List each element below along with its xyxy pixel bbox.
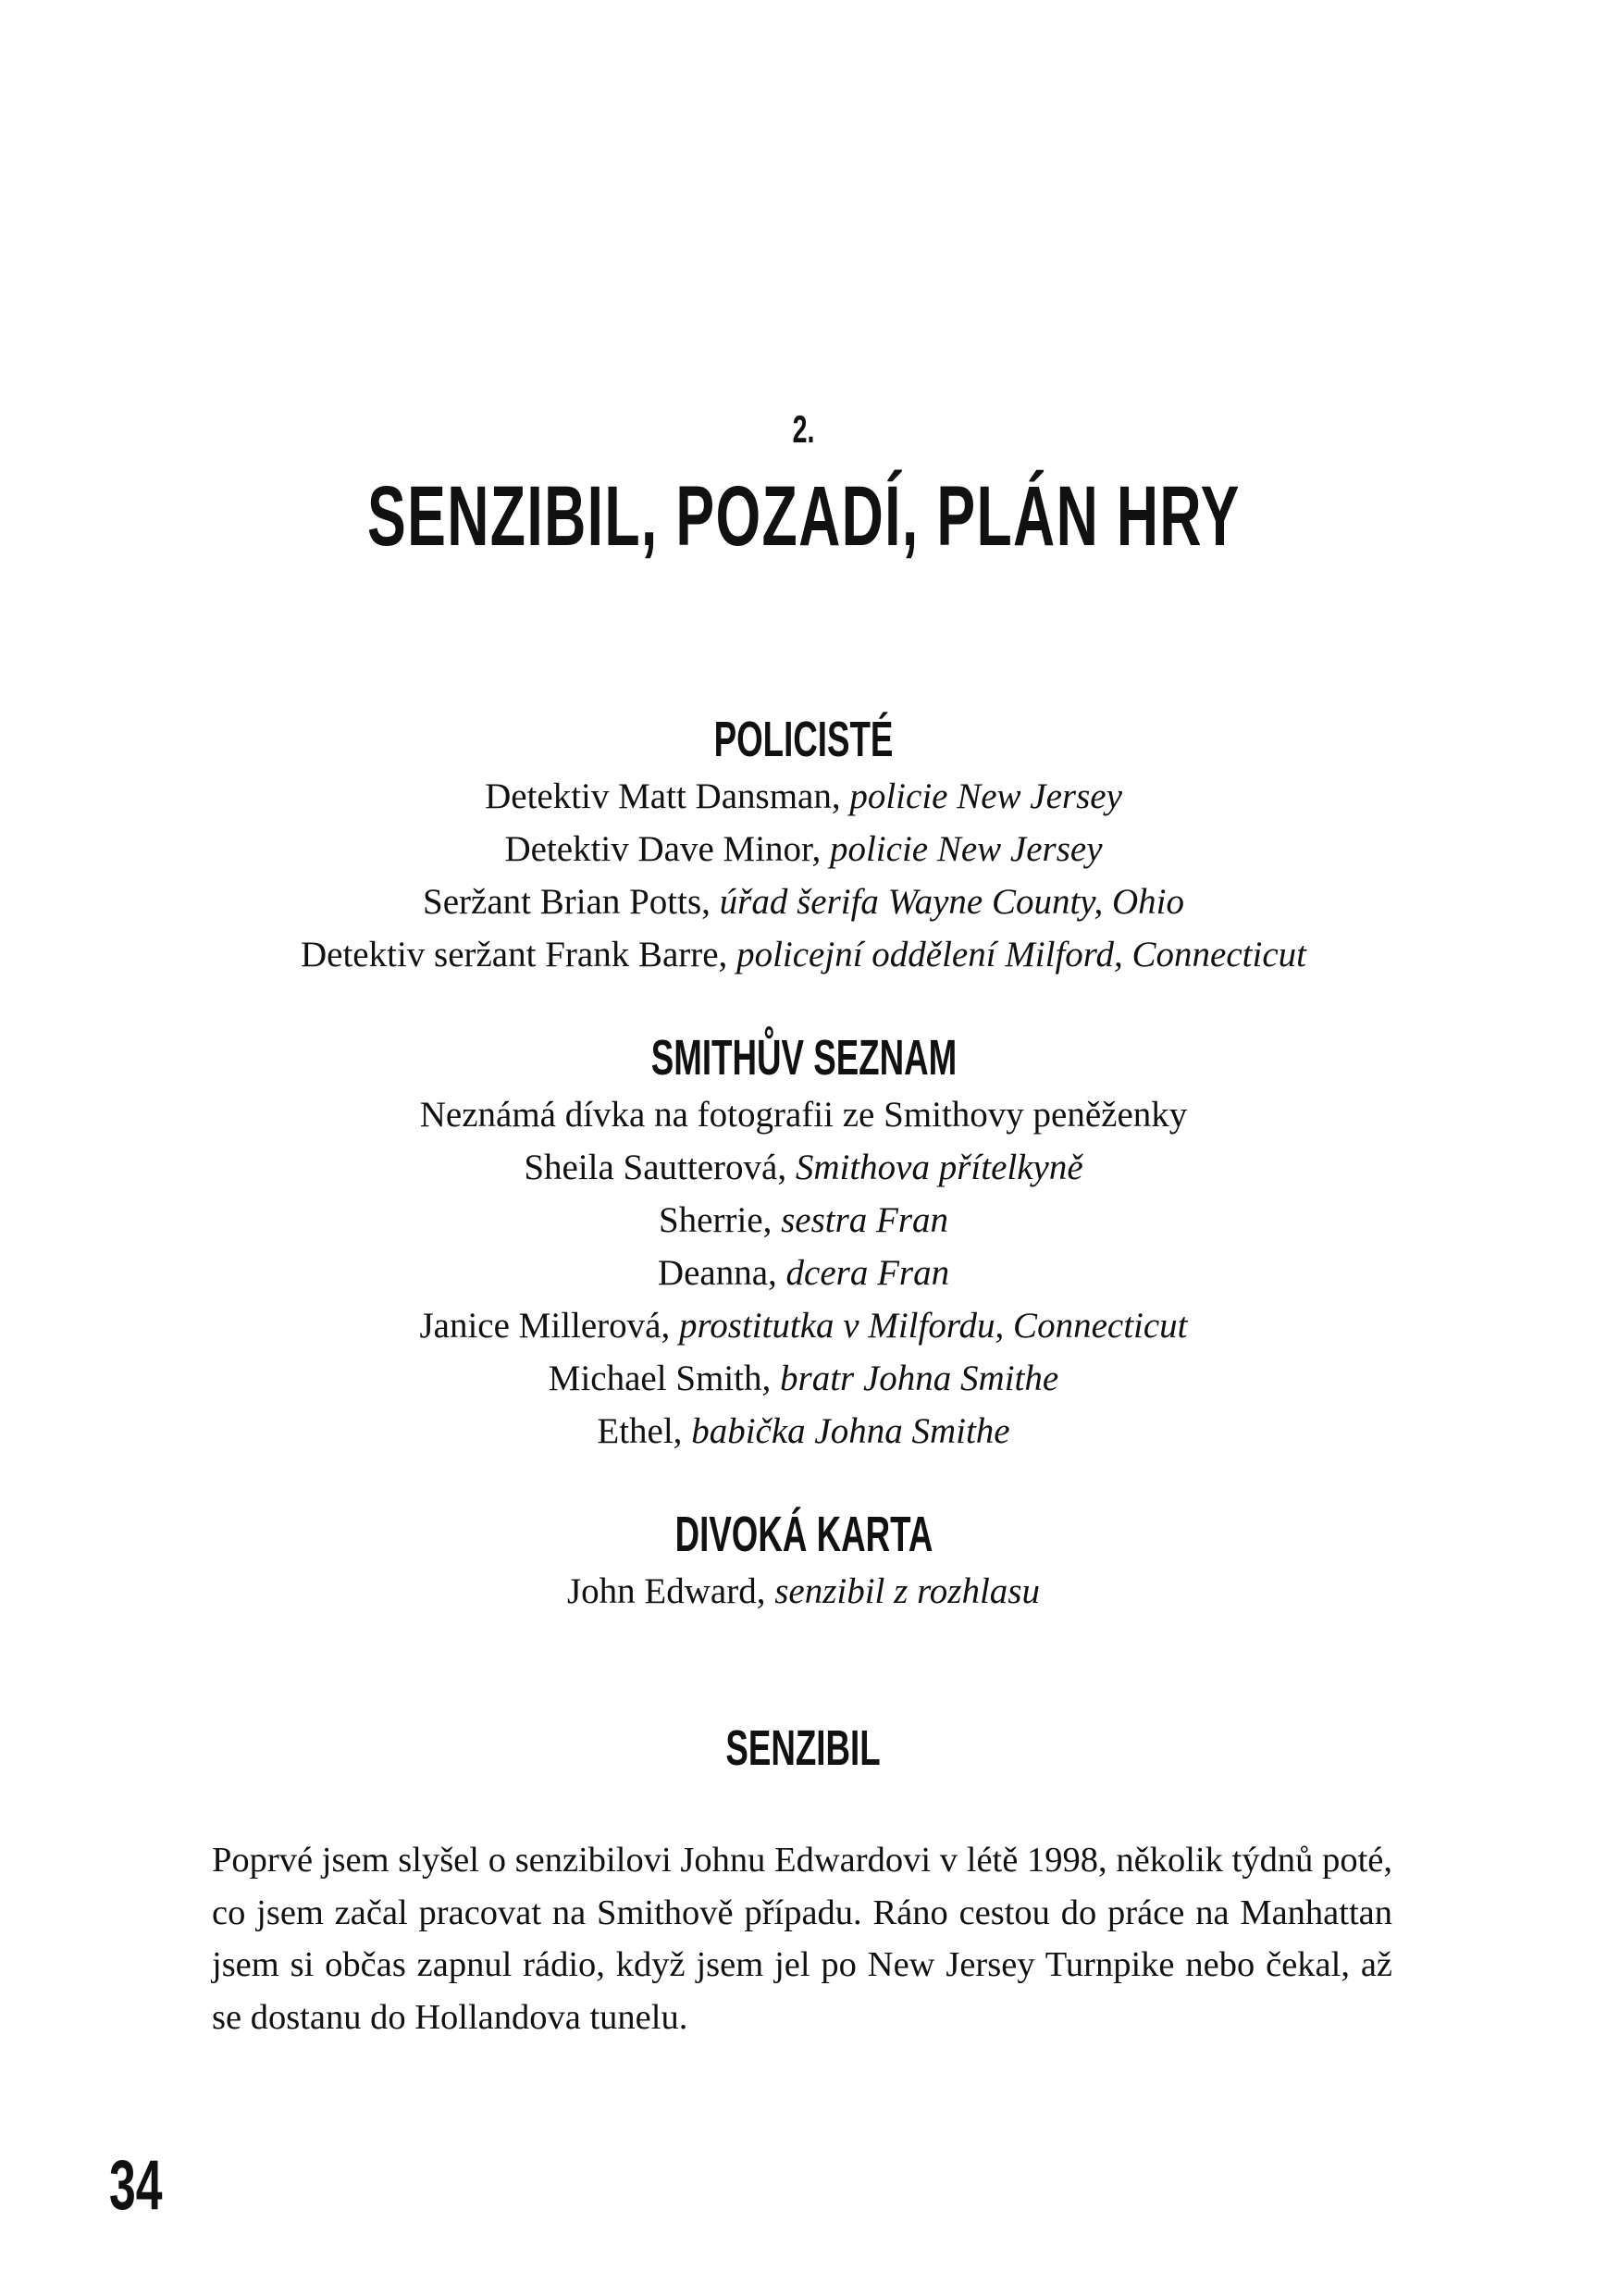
list-item: Ethel, babička Johna Smithe [597,1411,1010,1451]
section-heading: SMITHŮV SEZNAM [650,1030,957,1086]
section-policiste [0,711,1607,981]
list-item: Neznámá dívka na fotografii ze Smithovy peněženky [419,1095,1188,1135]
list-item: Deanna, dcera Fran [657,1253,950,1293]
section-smithuv-seznam [0,1029,1607,1458]
subsection-heading-wrap [0,1719,1607,1777]
list-item: Detektiv Dave Minor, policie New Jersey [504,829,1103,869]
chapter-number-wrap [0,407,1607,453]
subsection-heading: SENZIBIL [725,1720,882,1776]
list-item: Michael Smith, bratr Johna Smithe [548,1359,1059,1398]
list-item: Detektiv seržant Frank Barre, policejní oddělení Milford, Connecticut [300,935,1306,974]
section-heading: DIVOKÁ KARTA [674,1507,933,1562]
chapter-title: SENZIBIL, POZADÍ, PLÁN HRY [366,469,1241,564]
list-item: Sheila Sautterová, Smithova přítelkyně [524,1148,1083,1187]
section-heading: POLICISTÉ [713,712,894,767]
chapter-title-wrap [0,467,1607,565]
page-number: 34 [109,2146,163,2225]
section-divoka-karta [0,1506,1607,1618]
body-paragraph: Poprvé jsem slyšel o senzibilovi Johnu Edwardovi v létě 1998, několik týdnů poté, co jsem začal pracovat na Smithově případu. Ráno cestou do práce na Manhattan jsem si občas zapnul rádio, když jsem jel po New Jersey Turnpike nebo čekal, až se dostanu do Hollandova tunelu. [212,1841,1392,2037]
list-item: Detektiv Matt Dansman, policie New Jersey [485,776,1122,816]
chapter-number: 2. [792,407,815,451]
list-item: Sherrie, sestra Fran [658,1200,949,1240]
list-item: John Edward, senzibil z rozhlasu [567,1571,1040,1611]
list-item: Seržant Brian Potts, úřad šerifa Wayne County, Ohio [423,882,1184,922]
list-item: Janice Millerová, prostitutka v Milfordu, Connecticut [419,1306,1188,1346]
